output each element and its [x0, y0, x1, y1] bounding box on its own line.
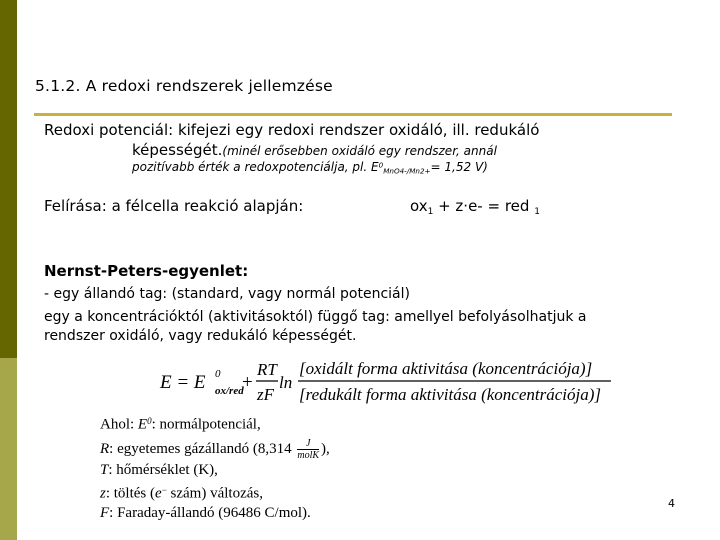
page-number: 4	[668, 497, 675, 510]
def-r	[100, 438, 330, 461]
def-r-symbol: R	[100, 440, 110, 457]
def-z	[100, 481, 330, 504]
def-z-text-a: : töltés (	[105, 485, 156, 501]
redox-definition-line2	[132, 141, 497, 159]
def-t-text: : hőmérséklet (K),	[108, 462, 218, 478]
felirasa-text: a félcella reakció alapján:	[106, 197, 304, 215]
def-z-text-b: szám) változás,	[166, 485, 263, 501]
reaction-ox: ox	[410, 197, 428, 215]
sidebar-dark-band	[0, 0, 17, 358]
eq-lhs: E = E	[160, 372, 206, 393]
eq-numerator: [oxidált forma aktivitása (koncentrációja)]	[299, 359, 593, 378]
eq-zf: zF	[257, 385, 274, 404]
def-z-e-sup: −	[161, 484, 167, 495]
def-z-symbol: z	[100, 485, 106, 501]
eq-ln: ln	[279, 373, 293, 392]
reaction-ox-sub: 1	[427, 207, 434, 218]
def-e0-sup: 0	[147, 416, 152, 426]
half-cell-reaction	[410, 197, 540, 217]
eq-lhs-sub: ox/red	[215, 385, 244, 397]
redox-label: Redoxi potenciál:	[44, 121, 174, 139]
redox-note-line: pozitívabb érték a redoxpotenciálja, pl. $E^0_{MnO4-/Mn2+}= 1,52$ V)	[132, 160, 488, 176]
def-r-unit-num: J	[297, 438, 319, 450]
nernst-line-2: egy a koncentrációktól (aktivitásoktól) függő tag: amellyel befolyásolhatjuk a	[44, 309, 587, 325]
nernst-equation	[158, 352, 618, 416]
eq-plus: +	[242, 372, 253, 393]
def-e0-text: : normálpotenciál,	[151, 416, 261, 433]
nernst-title: Nernst-Peters-egyenlet:	[44, 262, 249, 280]
redox-text2: képességét.	[132, 141, 223, 159]
redox-note-sub: MnO4-/Mn2+	[383, 166, 431, 176]
redox-text: kifejezi egy redoxi rendszer oxidáló, ill. redukáló	[173, 121, 540, 139]
slide-title: 5.1.2. A redoxi rendszerek jellemzése	[35, 77, 333, 95]
eq-rt: RT	[257, 360, 277, 379]
title-underline	[34, 113, 672, 116]
def-t	[100, 461, 330, 481]
def-e0-symbol: E	[137, 416, 148, 433]
def-t-symbol: T	[100, 462, 109, 478]
eq-lhs-sup: 0	[215, 368, 221, 380]
redox-note-a: (minél erősebben oxidáló egy rendszer, annál	[222, 144, 497, 158]
slide-sidebar	[0, 0, 17, 540]
reaction-red-sub: 1	[534, 207, 540, 218]
sidebar-light-band	[0, 358, 17, 540]
def-e0	[100, 412, 330, 435]
def-z-e: e	[155, 485, 162, 501]
def-r-unit	[297, 438, 319, 461]
eq-denominator: [redukált forma aktivitása (koncentrációja)]	[299, 385, 602, 404]
def-ahol: Ahol:	[100, 416, 138, 433]
redox-note-b: pozitívabb érték a redoxpotenciálja, pl. E	[132, 160, 379, 174]
def-f-text: : Faraday-állandó (96486 C/mol).	[109, 504, 311, 521]
redox-note-c: = 1,52 V)	[430, 160, 488, 174]
def-r-unit-den: molK	[297, 450, 320, 461]
redox-definition-line	[44, 121, 539, 139]
felirasa-line	[44, 197, 303, 215]
nernst-line-1: - egy állandó tag: (standard, vagy normál potenciál)	[44, 286, 410, 302]
reaction-mid: + z·e- = red	[433, 197, 535, 215]
def-f	[100, 504, 330, 524]
def-r-text-end: ),	[321, 440, 330, 457]
nernst-line-3: rendszer oxidáló, vagy redukáló képességét.	[44, 328, 357, 344]
def-f-symbol: F	[100, 504, 110, 521]
def-r-text: : egyetemes gázállandó (8,314	[109, 440, 296, 457]
definitions-list	[100, 412, 330, 523]
felirasa-label: Felírása:	[44, 197, 107, 215]
